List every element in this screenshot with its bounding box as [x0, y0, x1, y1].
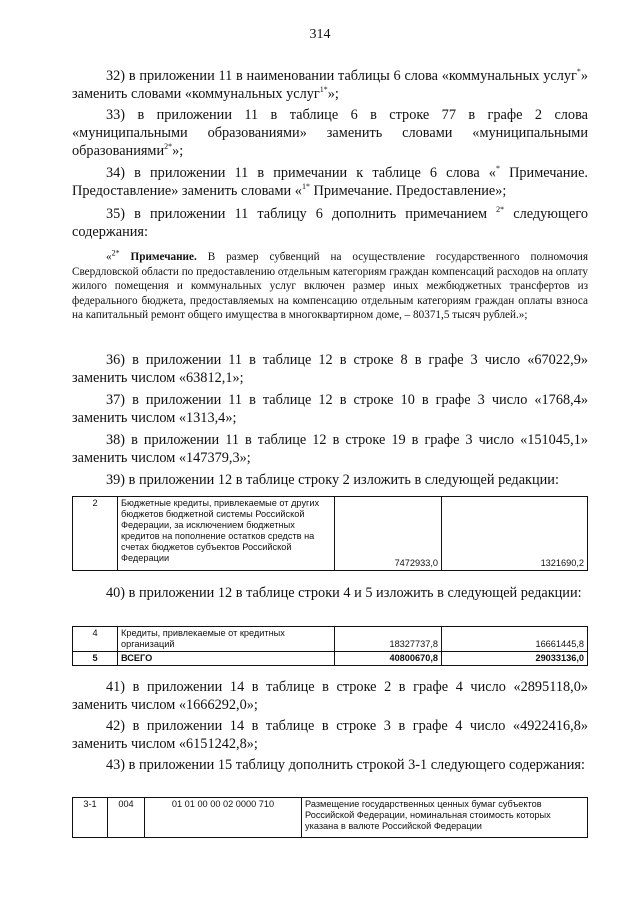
value-cell: 40800670,8 — [335, 652, 442, 666]
value-cell: 18327737,8 — [335, 627, 442, 652]
paragraph-35: 35) в приложении 11 таблицу 6 дополнить примечанием $^{2*}$ следующего содержания: — [72, 205, 588, 240]
paragraph-32: 32) в приложении 11 в наименовании таблицы 6 слова «коммунальных услуг*» заменить словами «коммунальных услуг$^{1*}$»; — [72, 67, 588, 102]
paragraph-41: 41) в приложении 14 в таблице в строке 2 в графе 4 число «2895118,0» заменить числом «1666292,0»; — [72, 679, 588, 713]
table-row-2 — [72, 496, 588, 571]
paragraph-39: 39) в приложении 12 в таблице строку 2 изложить в следующей редакции: — [106, 472, 559, 488]
row-number: 3-1 — [73, 798, 108, 838]
page-number: 314 — [309, 27, 331, 42]
admin-code: 004 — [108, 798, 145, 838]
paragraph-33: 33) в приложении 11 в таблице 6 в строке 77 в графе 2 слова «муниципальными образованиями» заменить словами «муниципальными образованиями$^{2*}$»; — [72, 107, 588, 159]
paragraph-42: 42) в приложении 14 в таблице в строке 3 в графе 4 число «4922416,8» заменить числом «6151242,8»; — [72, 718, 588, 752]
table-rows-4-5 — [72, 626, 588, 666]
row-name: Бюджетные кредиты, привлекаемые от других бюджетов бюджетной системы Российской Федерации, за исключением бюджетных кредитов на пополнение остатков средств на счетах бюджетов субъектов Российской Федерации — [118, 497, 335, 571]
kbk-code: 01 01 00 00 02 0000 710 — [145, 798, 302, 838]
row-name: Кредиты, привлекаемые от кредитных организаций — [118, 627, 335, 652]
value-cell: 29033136,0 — [442, 652, 588, 666]
paragraph-36: 36) в приложении 11 в таблице 12 в строке 8 в графе 3 число «67022,9» заменить числом «63812,1»; — [72, 352, 588, 386]
value-cell: 1321690,2 — [442, 497, 588, 571]
row-number: 2 — [73, 497, 118, 571]
table-row — [73, 652, 588, 666]
paragraph-43: 43) в приложении 15 таблицу дополнить строкой 3-1 следующего содержания: — [106, 757, 585, 773]
value-cell: 7472933,0 — [335, 497, 442, 571]
paragraph-38: 38) в приложении 11 в таблице 12 в строке 19 в графе 3 число «151045,1» заменить числом «147379,3»; — [72, 432, 588, 466]
paragraph-34: 34) в приложении 11 в примечании к таблице 6 слова «* Примечание. Предоставление» заменить словами «$^{1*}$ Примечание. Предоставление»; — [72, 164, 588, 199]
row-name: ВСЕГО — [118, 652, 335, 666]
paragraph-40: 40) в приложении 12 в таблице строки 4 и 5 изложить в следующей редакции: — [106, 585, 582, 601]
paragraph-37: 37) в приложении 11 в таблице 12 в строке 10 в графе 3 число «1768,4» заменить числом «1313,4»; — [72, 392, 588, 426]
row-number: 5 — [73, 652, 118, 666]
table-row-3-1 — [72, 797, 588, 838]
table-row — [73, 627, 588, 652]
row-number: 4 — [73, 627, 118, 652]
value-cell: 16661445,8 — [442, 627, 588, 652]
note-text: «$^{2*}$ Примечание. В размер субвенций на осуществление государственного полномочия Свердловской области по предоставлению отдельным категориям граждан компенсаций расходов на оплату жилого помещения и коммунальных услуг включен размер иных межбюджетных трансфертов из федерального бюджета, предоставляемых на компенсацию отдельным категориям граждан оплаты взноса на капитальный ремонт общего имущества в многоквартирном доме, – 80371,5 тысяч рублей.»; — [72, 248, 589, 322]
table-row — [73, 497, 588, 571]
table-row — [73, 798, 588, 838]
row-name: Размещение государственных ценных бумаг субъектов Российской Федерации, номинальная стоимость которых указана в валюте Российской Федерации — [302, 798, 588, 838]
